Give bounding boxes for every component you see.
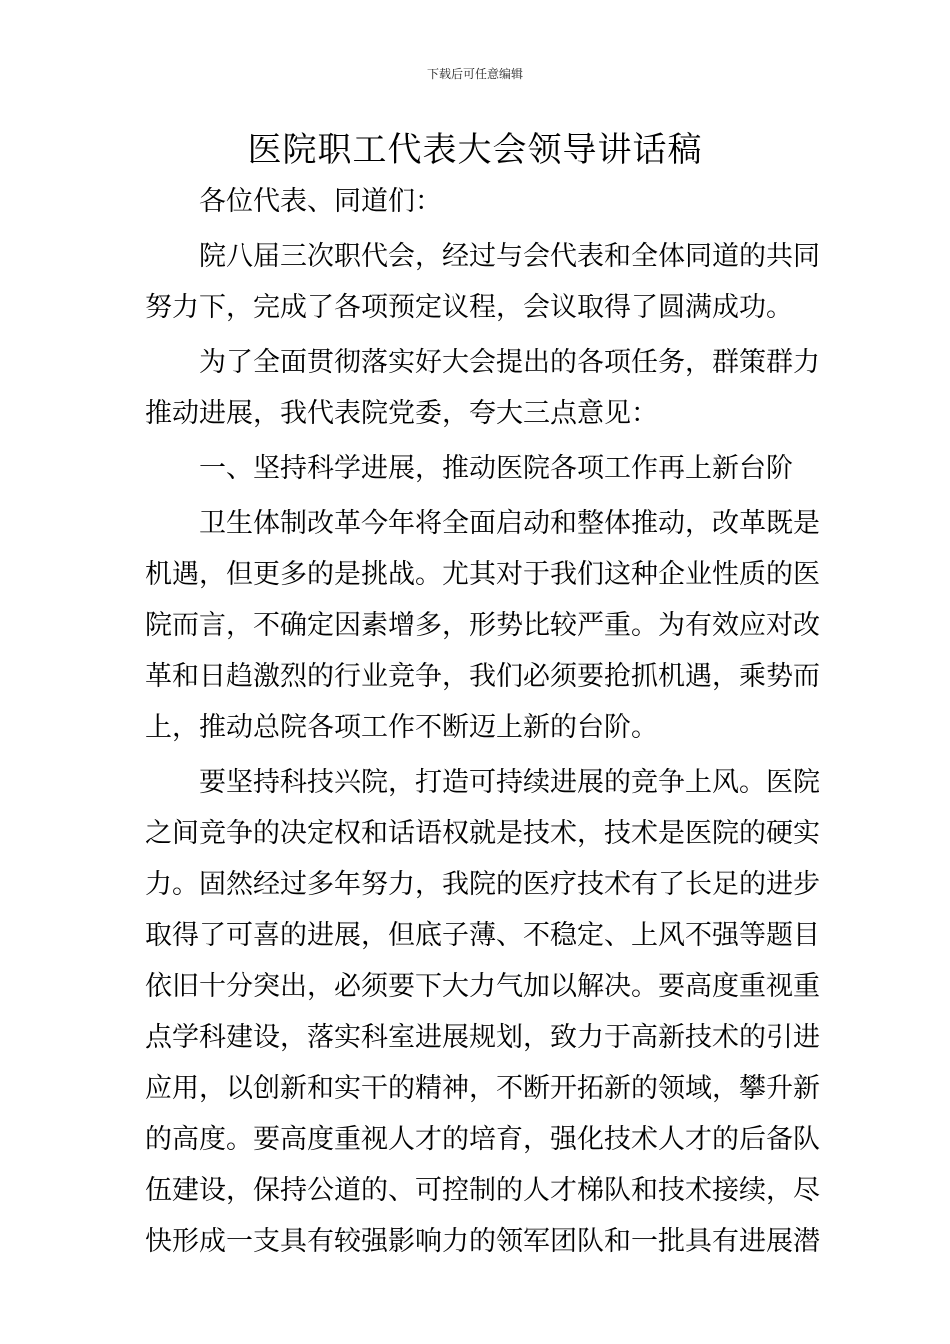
text-line: 点学科建设，落实科室进展规划，致力于高新技术的引进 [145, 1022, 820, 1053]
text-line: 依旧十分突出，必须要下大力气加以解决。要高度重视重 [145, 971, 820, 1002]
text-line: 各位代表、同道们： [199, 186, 442, 217]
text-line: 为了全面贯彻落实好大会提出的各项任务，群策群力 [199, 347, 820, 378]
text-line: 一、坚持科学进展，推动医院各项工作再上新台阶 [199, 453, 793, 484]
document-body [145, 176, 820, 1267]
text-line: 之间竞争的决定权和话语权就是技术，技术是医院的硬实 [145, 818, 820, 849]
text-line: 的高度。要高度重视人才的培育，强化技术人才的后备队 [145, 1124, 820, 1155]
text-line: 快形成一支具有较强影响力的领军团队和一批具有进展潜 [145, 1226, 820, 1257]
text-line: 努力下，完成了各项预定议程，会议取得了圆满成功。 [145, 292, 793, 323]
document-title: 医院职工代表大会领导讲话稿 [247, 130, 703, 170]
text-line: 要坚持科技兴院，打造可持续进展的竞争上风。医院 [199, 767, 820, 798]
text-line: 卫生体制改革今年将全面启动和整体推动，改革既是 [199, 508, 820, 539]
text-line: 力。固然经过多年努力，我院的医疗技术有了长足的进步 [145, 869, 820, 900]
text-line: 机遇，但更多的是挑战。尤其对于我们这种企业性质的医 [145, 559, 820, 590]
text-line: 上，推动总院各项工作不断迈上新的台阶。 [145, 712, 658, 743]
text-line: 革和日趋激烈的行业竞争，我们必须要抢抓机遇，乘势而 [145, 661, 820, 692]
text-line: 推动进展，我代表院党委，夸大三点意见： [145, 398, 658, 429]
paragraph-intro [145, 231, 820, 333]
section-heading-one [145, 443, 807, 494]
paragraph-reform [145, 498, 820, 753]
text-line: 取得了可喜的进展，但底子薄、不稳定、上风不强等题目 [145, 920, 820, 951]
text-line: 应用，以创新和实干的精神，不断开拓新的领域，攀升新 [145, 1073, 820, 1104]
text-line: 伍建设，保持公道的、可控制的人才梯队和技术接续，尽 [145, 1175, 820, 1206]
paragraph-purpose [145, 337, 820, 439]
text-line: 院而言，不确定因素增多，形势比较严重。为有效应对改 [145, 610, 820, 641]
paragraph-salutation [145, 176, 807, 227]
page-header-note: 下载后可任意编辑 [426, 67, 523, 81]
paragraph-technology [145, 757, 820, 1267]
text-line: 院八届三次职代会，经过与会代表和全体同道的共同 [199, 241, 820, 272]
